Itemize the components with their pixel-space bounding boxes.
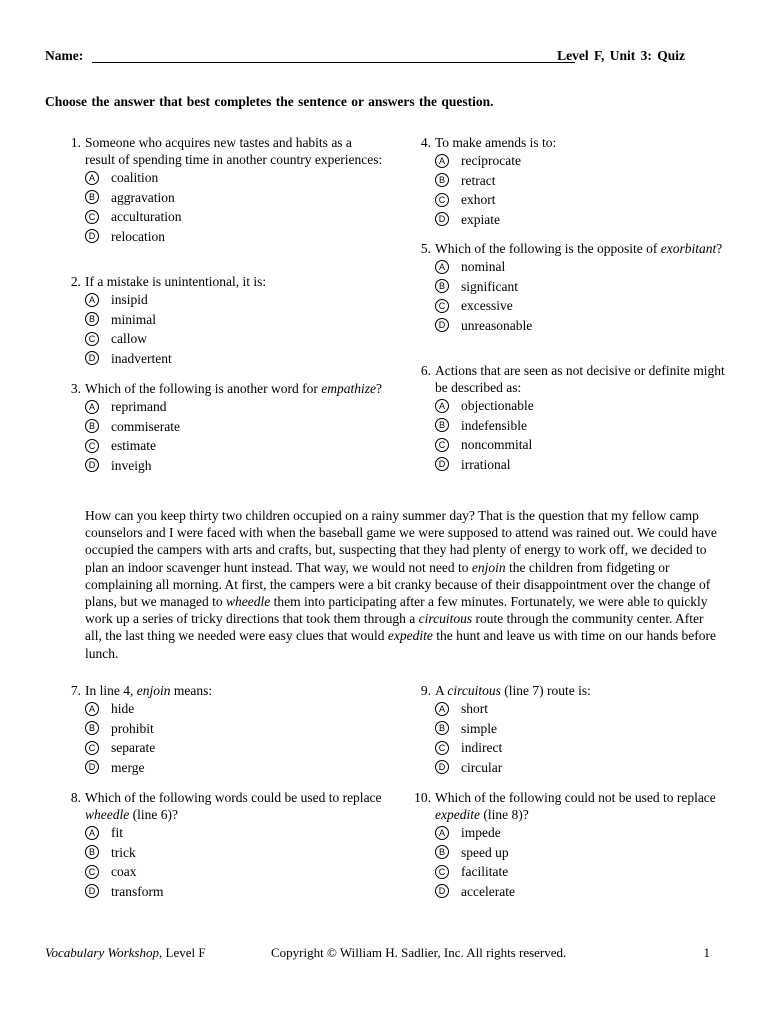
answer-option-text: inveigh — [111, 457, 152, 473]
answer-option-text: merge — [111, 759, 145, 775]
answer-options — [435, 151, 735, 229]
question-stem-part: empathize — [321, 381, 376, 396]
instructions: Choose the answer that best completes the sentence or answers the question. — [45, 94, 494, 109]
question-stem-part: wheedle — [85, 807, 130, 822]
answer-option-text: callow — [111, 331, 147, 346]
question-number: 3. — [70, 381, 81, 396]
answer-option-text: exhort — [461, 192, 496, 207]
answer-option-text: impede — [461, 825, 501, 840]
answer-bubble-icon[interactable]: A — [85, 171, 99, 185]
answer-bubble-icon[interactable]: C — [435, 438, 449, 452]
answer-bubble-icon[interactable]: D — [435, 457, 449, 471]
question-number: 1. — [70, 135, 81, 150]
question-5 — [420, 240, 735, 335]
question-number: 6. — [420, 363, 431, 378]
answer-option-text: inadvertent — [111, 350, 172, 366]
answer-option-a[interactable] — [85, 290, 385, 310]
answer-bubble-icon[interactable]: C — [85, 439, 99, 453]
answer-option-c[interactable] — [435, 296, 735, 316]
answer-option-b[interactable] — [85, 417, 385, 437]
answer-bubble-icon[interactable]: B — [435, 279, 449, 293]
answer-option-d[interactable] — [435, 882, 735, 902]
answer-bubble-icon[interactable]: C — [85, 865, 99, 879]
answer-bubble-icon[interactable]: C — [435, 865, 449, 879]
answer-option-b[interactable] — [85, 310, 385, 330]
question-stem-part: Someone who acquires new tastes and habits as a result of spending time in another country experiences: — [85, 135, 383, 167]
footer-copyright: Copyright © William H. Sadlier, Inc. All rights reserved. — [271, 945, 567, 960]
answer-option-text: coax — [111, 864, 137, 879]
quiz-header — [45, 46, 685, 68]
question-stem-part: A — [435, 683, 448, 698]
answer-option-c[interactable] — [85, 207, 385, 227]
unit-title: Level F, Unit 3: Quiz — [557, 48, 685, 63]
answer-option-text: insipid — [111, 292, 148, 307]
answer-bubble-icon[interactable]: A — [435, 154, 449, 168]
question-stem — [435, 362, 735, 396]
passage-part: route through the community center. After all, the last thing we needed were easy clues that would — [85, 611, 704, 644]
answer-option-c[interactable] — [85, 862, 385, 882]
answer-option-a[interactable] — [435, 151, 735, 171]
answer-option-b[interactable] — [85, 843, 385, 863]
question-stem-part: ? — [716, 241, 723, 256]
question-stem — [85, 380, 385, 397]
answer-option-text: estimate — [111, 438, 156, 453]
answer-option-b[interactable] — [435, 719, 735, 739]
question-stem — [435, 682, 735, 699]
answer-option-b[interactable] — [435, 843, 735, 863]
answer-option-a[interactable] — [435, 699, 735, 719]
answer-option-d[interactable] — [435, 210, 735, 230]
answer-bubble-icon[interactable]: C — [85, 741, 99, 755]
answer-option-text: relocation — [111, 228, 165, 244]
answer-option-c[interactable] — [85, 436, 385, 456]
answer-option-d[interactable] — [85, 456, 385, 476]
question-7 — [70, 682, 385, 777]
answer-option-d[interactable] — [85, 882, 385, 902]
answer-options — [85, 699, 385, 777]
answer-option-a[interactable] — [435, 257, 735, 277]
answer-option-text: prohibit — [111, 720, 154, 736]
question-stem — [435, 134, 735, 151]
name-label: Name: — [45, 48, 84, 63]
answer-option-text: circular — [461, 759, 503, 775]
answer-option-c[interactable] — [435, 435, 735, 455]
answer-option-text: significant — [461, 278, 518, 294]
answer-option-b[interactable] — [85, 188, 385, 208]
question-number: 9. — [420, 683, 431, 698]
question-number: 10. — [414, 790, 431, 805]
page-footer — [45, 945, 710, 963]
answer-option-text: nominal — [461, 259, 506, 274]
reading-passage — [85, 507, 718, 662]
answer-option-a[interactable] — [85, 168, 385, 188]
question-1 — [70, 134, 385, 246]
answer-option-text: trick — [111, 844, 136, 860]
answer-bubble-icon[interactable]: C — [435, 741, 449, 755]
answer-bubble-icon[interactable]: B — [85, 845, 99, 859]
question-stem-part: means: — [170, 683, 213, 698]
question-number: 5. — [420, 241, 431, 256]
footer-book-level: , Level F — [159, 945, 206, 960]
passage-part: wheedle — [225, 594, 271, 610]
answer-bubble-icon[interactable]: A — [435, 399, 449, 413]
question-stem-part: Actions that are seen as not decisive or definite might be described as: — [435, 363, 725, 395]
answer-option-text: unreasonable — [461, 317, 533, 333]
question-stem-part: ? — [375, 381, 382, 396]
question-stem-part: To make amends is to: — [435, 135, 557, 150]
answer-bubble-icon[interactable]: A — [85, 293, 99, 307]
answer-option-text: commiserate — [111, 418, 180, 434]
question-stem-part: (line 6)? — [129, 807, 178, 822]
answer-option-text: reprimand — [111, 399, 167, 414]
question-10 — [414, 789, 735, 901]
answer-bubble-icon[interactable]: D — [435, 884, 449, 898]
question-9 — [420, 682, 735, 777]
question-stem-part: (line 7) route is: — [500, 683, 591, 698]
answer-bubble-icon[interactable]: B — [85, 190, 99, 204]
question-stem-part: (line 8)? — [479, 807, 529, 822]
passage-part: How can you keep thirty two children occupied on a rainy summer day? That is the question that my fellow camp counselors and I were faced with when the baseball game we were supposed to attend was rained out. We could have occupied the campers with arts and crafts, but, suspecting that they had plenty of energy to work off, we decided to plan an indoor scavenger hunt instead. That way, we would not need to — [85, 508, 717, 575]
answer-options — [435, 257, 735, 335]
answer-bubble-icon[interactable]: D — [85, 458, 99, 472]
page-number: 1 — [703, 945, 710, 960]
answer-bubble-icon[interactable]: C — [435, 299, 449, 313]
answer-option-text: speed up — [461, 844, 509, 860]
answer-bubble-icon[interactable]: D — [85, 229, 99, 243]
answer-bubble-icon[interactable]: B — [435, 418, 449, 432]
question-stem-part: Which of the following is the opposite of — [435, 241, 661, 256]
passage-text — [85, 507, 718, 662]
answer-bubble-icon[interactable]: B — [85, 419, 99, 433]
answer-bubble-icon[interactable]: D — [435, 212, 449, 226]
question-number: 4. — [420, 135, 431, 150]
answer-options — [85, 290, 385, 368]
answer-options — [435, 823, 735, 901]
answer-option-text: reciprocate — [461, 153, 521, 168]
answer-bubble-icon[interactable]: B — [85, 312, 99, 326]
answer-bubble-icon[interactable]: B — [85, 721, 99, 735]
question-stem-part: Which of the following is another word for — [85, 381, 322, 396]
answer-option-text: minimal — [111, 311, 156, 327]
answer-bubble-icon[interactable]: B — [435, 721, 449, 735]
answer-bubble-icon[interactable]: A — [435, 826, 449, 840]
answer-bubble-icon[interactable]: A — [435, 702, 449, 716]
answer-option-text: short — [461, 701, 488, 716]
answer-option-d[interactable] — [85, 758, 385, 778]
answer-option-text: excessive — [461, 298, 513, 313]
passage-part: the children from fidgeting or complaining all morning. At first, the campers were a bit cranky because of their disappointment over the change of plans, but we managed to — [85, 559, 711, 610]
question-stem-part: exorbitant — [660, 241, 717, 256]
answer-bubble-icon[interactable]: A — [85, 400, 99, 414]
answer-option-text: fit — [111, 825, 123, 840]
question-stem — [435, 240, 735, 257]
question-stem-part: circuitous — [447, 683, 501, 698]
answer-option-d[interactable] — [435, 758, 735, 778]
answer-bubble-icon[interactable]: A — [85, 702, 99, 716]
question-8 — [70, 789, 385, 901]
answer-option-d[interactable] — [85, 227, 385, 247]
answer-bubble-icon[interactable]: C — [85, 210, 99, 224]
answer-option-text: coalition — [111, 170, 159, 185]
question-stem-part: If a mistake is unintentional, it is: — [85, 274, 267, 289]
answer-options — [85, 397, 385, 475]
answer-option-text: hide — [111, 701, 135, 716]
footer-book-title: Vocabulary Workshop — [45, 945, 159, 960]
question-6 — [420, 362, 735, 474]
answer-option-d[interactable] — [435, 455, 735, 475]
answer-option-c[interactable] — [85, 738, 385, 758]
answer-bubble-icon[interactable]: D — [435, 318, 449, 332]
question-3 — [70, 380, 385, 475]
answer-option-text: noncommital — [461, 437, 533, 452]
answer-option-c[interactable] — [85, 329, 385, 349]
answer-options — [85, 168, 385, 246]
question-stem — [85, 273, 385, 290]
question-stem-part: Which of the following words could be used to replace — [85, 790, 382, 805]
answer-option-b[interactable] — [435, 416, 735, 436]
answer-bubble-icon[interactable]: D — [85, 884, 99, 898]
answer-options — [435, 699, 735, 777]
answer-option-text: objectionable — [461, 398, 534, 413]
answer-bubble-icon[interactable]: D — [85, 351, 99, 365]
answer-bubble-icon[interactable]: B — [435, 845, 449, 859]
question-stem — [85, 789, 385, 823]
question-stem-part: enjoin — [136, 683, 171, 698]
answer-option-text: aggravation — [111, 189, 175, 205]
question-stem — [85, 134, 385, 168]
question-stem-part: expedite — [435, 807, 480, 822]
answer-option-b[interactable] — [435, 171, 735, 191]
answer-option-text: irrational — [461, 456, 511, 472]
answer-option-a[interactable] — [435, 396, 735, 416]
answer-bubble-icon[interactable]: A — [85, 826, 99, 840]
answer-option-text: acculturation — [111, 209, 182, 224]
answer-options — [85, 823, 385, 901]
question-number: 2. — [70, 274, 81, 289]
answer-option-b[interactable] — [85, 719, 385, 739]
name-blank-line[interactable] — [92, 62, 575, 63]
question-number: 8. — [70, 790, 81, 805]
answer-option-c[interactable] — [435, 190, 735, 210]
answer-option-text: separate — [111, 740, 156, 755]
answer-option-a[interactable] — [85, 699, 385, 719]
answer-option-text: expiate — [461, 211, 500, 227]
answer-bubble-icon[interactable]: D — [85, 760, 99, 774]
answer-option-text: simple — [461, 720, 497, 736]
question-stem — [435, 789, 735, 823]
answer-option-d[interactable] — [85, 349, 385, 369]
answer-bubble-icon[interactable]: A — [435, 260, 449, 274]
answer-option-text: indefensible — [461, 417, 527, 433]
answer-options — [435, 396, 735, 474]
answer-option-c[interactable] — [435, 862, 735, 882]
answer-option-a[interactable] — [85, 823, 385, 843]
question-stem-part: In line 4, — [85, 683, 137, 698]
answer-option-text: retract — [461, 172, 496, 188]
passage-part: the hunt and leave us with time on our hands before lunch. — [85, 628, 716, 661]
answer-bubble-icon[interactable]: C — [435, 193, 449, 207]
question-4 — [420, 134, 735, 229]
answer-option-text: indirect — [461, 740, 503, 755]
answer-option-text: transform — [111, 883, 164, 899]
answer-option-b[interactable] — [435, 277, 735, 297]
passage-part: enjoin — [471, 559, 506, 575]
question-2 — [70, 273, 385, 368]
question-stem — [85, 682, 385, 699]
answer-option-a[interactable] — [85, 397, 385, 417]
answer-option-c[interactable] — [435, 738, 735, 758]
passage-part: expedite — [387, 628, 433, 644]
answer-bubble-icon[interactable]: D — [435, 760, 449, 774]
footer-book — [45, 945, 206, 961]
answer-bubble-icon[interactable]: C — [85, 332, 99, 346]
passage-part: circuitous — [418, 611, 473, 627]
answer-option-text: accelerate — [461, 883, 515, 899]
passage-part: them into participating after a few minutes. Fortunately, we were able to quickly work up a series of tricky directions that took them through a — [85, 594, 708, 627]
answer-option-d[interactable] — [435, 316, 735, 336]
answer-option-a[interactable] — [435, 823, 735, 843]
question-stem-part: Which of the following could not be used to replace — [435, 790, 716, 805]
answer-bubble-icon[interactable]: B — [435, 173, 449, 187]
answer-option-text: facilitate — [461, 864, 509, 879]
question-number: 7. — [70, 683, 81, 698]
